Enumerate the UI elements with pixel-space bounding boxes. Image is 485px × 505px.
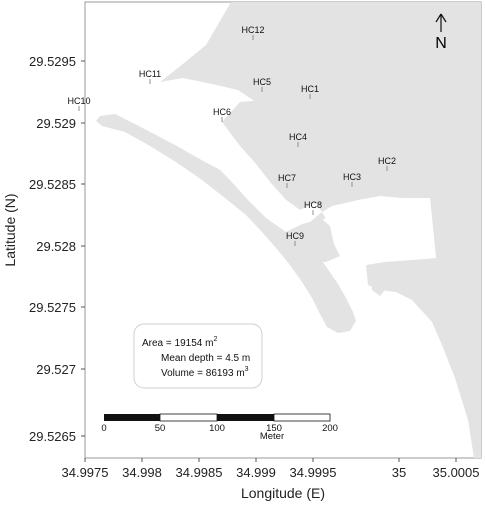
station-label: HC4: [288, 132, 308, 142]
station-label: HC10: [67, 96, 91, 106]
station-label: HC5: [252, 77, 272, 87]
station-label: HC12: [241, 25, 265, 35]
y-tick-label: 29.529: [36, 116, 76, 131]
y-tick-label: 29.5285: [29, 177, 76, 192]
area-text: Area = 19154 $m^2$: [142, 336, 218, 349]
station-label: HC2: [377, 156, 397, 166]
y-axis: [29, 54, 85, 444]
station-label: HC7: [277, 173, 297, 183]
y-tick-label: 29.527: [36, 362, 76, 377]
station-label: HC11: [138, 69, 162, 79]
y-axis-title: Latitude (N): [2, 193, 18, 267]
x-axis-title: Longitude (E): [240, 485, 326, 501]
x-axis: [62, 458, 480, 480]
info-box: [134, 324, 262, 388]
north-label: N: [435, 35, 447, 52]
station-label: HC3: [342, 172, 362, 182]
station-label: HC6: [212, 107, 232, 117]
x-tick-label: 34.998: [122, 465, 162, 480]
x-tick-label: 34.999: [236, 465, 276, 480]
scale-label: 150: [266, 423, 282, 434]
x-tick-label: 35.0005: [432, 465, 480, 480]
y-tick-label: 29.5295: [29, 54, 76, 69]
x-tick-label: 34.9995: [289, 465, 337, 480]
station-label: HC1: [300, 84, 320, 94]
x-tick-label: 34.9975: [61, 465, 109, 480]
scale-label: 100: [209, 423, 225, 434]
x-tick-label: 35: [391, 465, 407, 480]
volume-text: Volume = 86193 $m^3$: [161, 366, 249, 379]
station-label: HC8: [303, 200, 323, 210]
y-tick-label: 29.5275: [29, 300, 76, 315]
depth-text: Mean depth = 4.5 m: [161, 353, 251, 364]
scale-label: 50: [154, 423, 166, 434]
scale-unit: Meter: [259, 431, 285, 442]
scale-label: 0: [101, 423, 107, 434]
x-tick-label: 34.9985: [175, 465, 223, 480]
y-tick-label: 29.5265: [29, 429, 76, 444]
scale-label: 200: [322, 423, 338, 434]
y-tick-label: 29.528: [36, 239, 76, 254]
station-label: HC9: [285, 231, 305, 241]
